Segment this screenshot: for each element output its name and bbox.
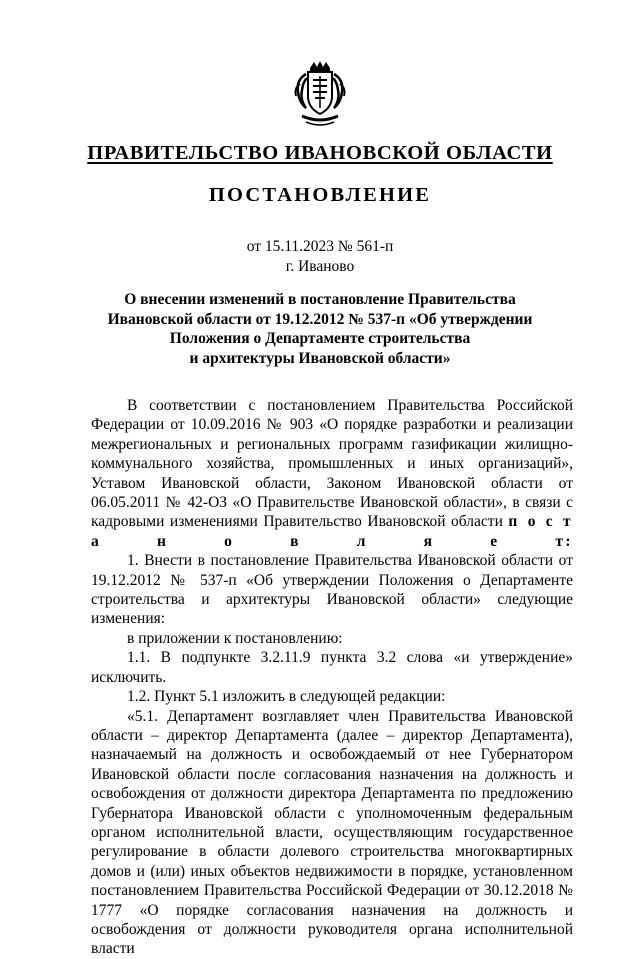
preamble-paragraph <box>91 396 573 551</box>
item-1-2-paragraph: 1.2. Пункт 5.1 изложить в следующей редакции: <box>127 688 446 706</box>
document-date-number: от 15.11.2023 № 561-п <box>246 238 394 255</box>
appendix-paragraph: в приложении к постановлению: <box>127 629 343 647</box>
document-body <box>91 396 573 959</box>
document-type: ПОСТАНОВЛЕНИЕ <box>208 184 432 206</box>
quoted-paragraph-5-1: «5.1. Департамент возглавляет член Правительства Ивановской области – директор Департамента (далее – директор Департамента), назначаемый на должность и освобождаемый от нее Губернатором Ивановской области после согласования назначения на должность и освобождения от должности директора Департамента по предложению Губернатора Ивановской области с уполномоченным федеральным органом исполнительной власти, осуществляющим государственное регулирование в области долевого строительства многоквартирных домов и (или) иных объектов недвижимости в порядке, установленном постановлением Правительства Российской Федерации от 30.12.2018 № 1777 «О порядке согласования назначения на должность и освобождения от должности руководителя органа исполнительной власти <box>91 707 573 958</box>
item-1-paragraph: 1. Внести в постановление Правительства Ивановской области от 19.12.2012 № 537-п «Об утверждении Положения о Департаменте строительства и архитектуры Ивановской области» следующие изменения: <box>91 552 573 628</box>
organization-name: ПРАВИТЕЛЬСТВО ИВАНОВСКОЙ ОБЛАСТИ <box>87 142 553 164</box>
document-title <box>90 290 550 368</box>
document-city: г. Иваново <box>285 258 355 275</box>
title-line: Ивановской области от 19.12.2012 № 537-п «Об утверждении <box>107 310 533 328</box>
title-line: и архитектуры Ивановской области» <box>189 349 451 367</box>
title-line: О внесении изменений в постановление Правительства <box>124 291 516 308</box>
item-1-1-paragraph: 1.1. В подпункте 3.2.11.9 пункта 3.2 слова «и утверждение» исключить. <box>91 649 573 686</box>
preamble-text: В соответствии с постановлением Правительства Российской Федерации от 10.09.2016 № 903 «О порядке разработки и реализации межрегиональных и региональных программ газификации жилищно-коммунального хозяйства, промышленных и иных организаций», Уставом Ивановской области, Законом Ивановской области от 06.05.2011 № 42-ОЗ «О Правительстве Ивановской области», в связи с кадровыми изменениями Правительство Ивановской области <box>91 397 573 531</box>
ivanovo-coat-of-arms-icon <box>288 60 352 130</box>
decree-word: п о с т а н о в л я е т: <box>91 513 574 550</box>
title-line: Положения о Департаменте строительства <box>169 330 471 347</box>
